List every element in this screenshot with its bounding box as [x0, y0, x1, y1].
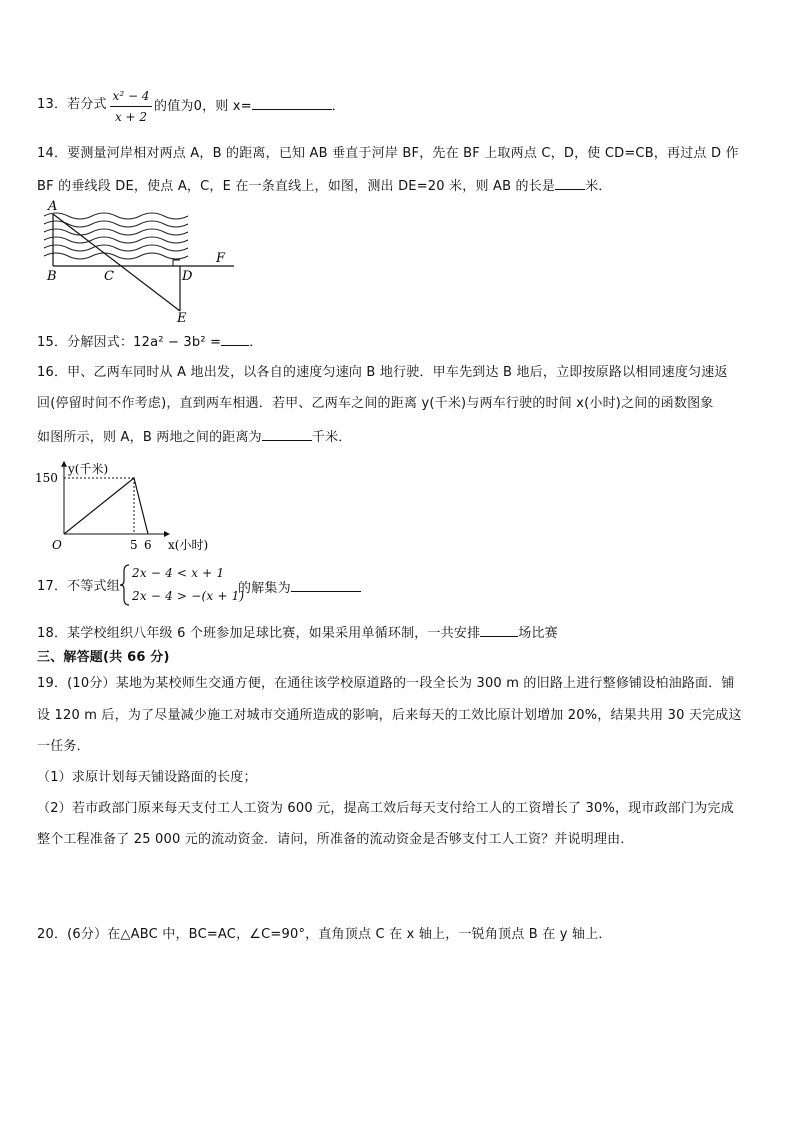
y-axis-arrow [61, 461, 67, 467]
q16-line1: 16．甲、乙两车同时从 A 地出发，以各自的速度匀速向 B 地行驶．甲车先到达 B 地后，立即按原路以相同速度匀速返 [37, 365, 728, 380]
x-tick-label: 6 [144, 538, 152, 552]
q19-line3: 一任务． [37, 739, 90, 754]
question-20: 20．(6分）在△ABC 中，BC=AC，∠C=90°，直角顶点 C 在 x 轴上，一锐角顶点 B 在 y 轴上． [37, 927, 612, 942]
answer-blank [252, 97, 332, 110]
q17-inequality-2: 2x − 4 > −(x + 1) [132, 589, 245, 603]
y-tick-label: 150 [35, 471, 58, 485]
river-waves [44, 213, 188, 259]
label-f: F [216, 251, 226, 266]
x-axis-arrow [164, 531, 170, 537]
answer-blank [262, 428, 312, 441]
brace-icon [119, 563, 131, 607]
right-angle-mark [173, 260, 180, 266]
river-figure [36, 198, 242, 326]
distance-time-chart [34, 452, 220, 552]
origin-label: O [52, 538, 62, 552]
label-c: C [104, 269, 114, 284]
fraction-bar [110, 106, 152, 107]
q19-line1: 19．(10分）某地为某校师生交通方便，在通往该学校原道路的一段全长为 300 m 的旧路上进行整修铺设柏油路面．铺 [37, 676, 735, 691]
section-heading: 三、解答题(共 66 分) [37, 650, 170, 665]
answer-blank [555, 177, 585, 190]
y-axis-label: y(千米) [68, 461, 109, 476]
q19-subquestion-1: （1）求原计划每天铺设路面的长度； [37, 770, 257, 785]
q17-suffix: 的解集为 [238, 579, 361, 597]
q19-line2: 设 120 m 后，为了尽量减少施工对城市交通所造成的影响，后来每天的工效比原计划增加 20%，结果共用 30 天完成这 [37, 708, 742, 723]
q13-numerator: x² − 4 [112, 89, 150, 103]
series-line [64, 478, 148, 534]
label-e: E [177, 311, 187, 326]
answer-blank [221, 333, 249, 346]
q17-inequality-1: 2x − 4 < x + 1 [132, 566, 225, 580]
label-d: D [182, 269, 193, 284]
q13-denominator: x + 2 [114, 110, 148, 124]
label-b: B [47, 269, 57, 284]
answer-blank [291, 579, 361, 592]
answer-blank [480, 624, 518, 637]
question-15: 15．分解因式：12a² − 3b² = ． [37, 335, 263, 350]
q13-suffix: 的值为0，则 x= ． [154, 99, 345, 114]
q17-prefix: 17．不等式组 [37, 579, 120, 594]
x-axis-label: x(小时) [168, 538, 209, 552]
label-a: A [48, 199, 58, 214]
q16-line2: 回(停留时间不作考虑)，直到两车相遇．若甲、乙两车之间的距离 y(千米)与两车行驶的时间 x(小时)之间的函数图象 [37, 396, 714, 411]
segment-ae [53, 214, 180, 311]
q14-line2: BF 的垂线段 DE，使点 A，C，E 在一条直线上，如图，测出 DE=20 米，则 AB 的长是 米． [37, 179, 612, 194]
q13-prefix: 13．若分式 [37, 97, 107, 112]
q19-subquestion-2-line1: （2）若市政部门原来每天支付工人工资为 600 元，提高工效后每天支付给工人的工资增长了 30%，现市政部门为完成 [37, 801, 734, 816]
q14-line1: 14．要测量河岸相对两点 A，B 的距离，已知 AB 垂直于河岸 BF，先在 BF 上取两点 C，D，使 CD=CB，再过点 D 作 [37, 146, 739, 161]
q16-line3: 如图所示，则 A，B 两地之间的距离为 千米． [37, 430, 352, 445]
question-18: 18．某学校组织八年级 6 个班参加足球比赛，如果采用单循环制，一共安排 场比赛 [37, 626, 558, 641]
q19-subquestion-2-line2: 整个工程准备了 25 000 元的流动资金．请问，所准备的流动资金是否够支付工人工资？并说明理由． [37, 832, 634, 847]
x-tick-label: 5 [130, 538, 138, 552]
